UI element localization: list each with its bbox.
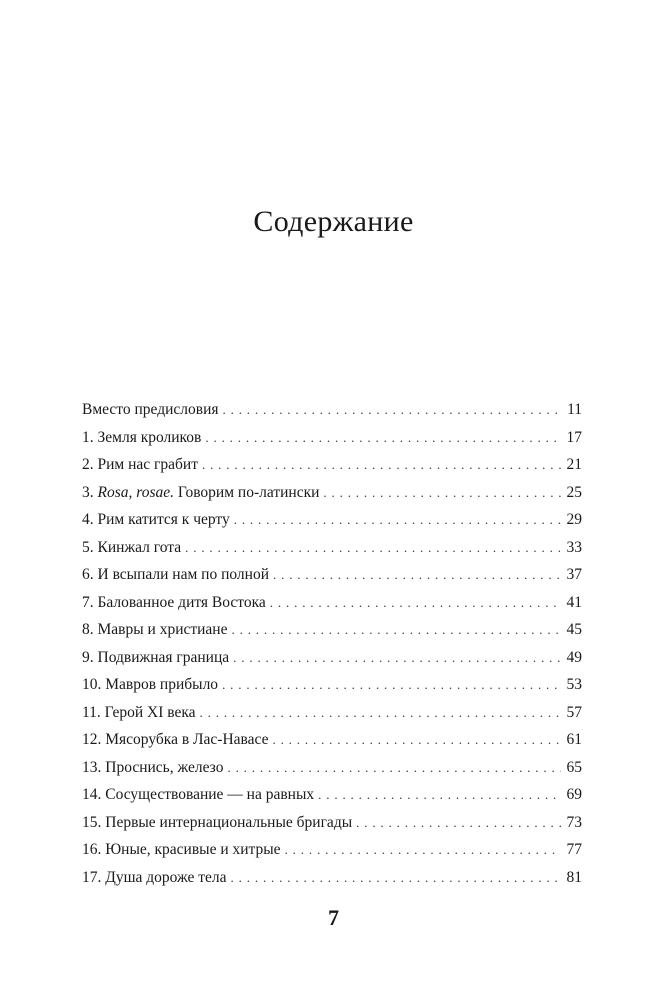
- toc-entry-title: 12. Мясорубка в Лас-Навасе: [82, 731, 269, 748]
- page-number: 7: [328, 905, 339, 930]
- toc-entry-title: 17. Душа дороже тела: [82, 868, 227, 886]
- dot-leader: [318, 781, 560, 809]
- toc-entry-page: 49: [566, 648, 582, 666]
- dot-leader: [233, 644, 560, 672]
- toc-entry-title: 9. Подвижная граница: [82, 648, 230, 666]
- toc-entry-page: 77: [566, 841, 582, 858]
- toc-entry-title: 1. Земля кроликов: [82, 428, 202, 446]
- table-of-contents: [82, 396, 582, 891]
- toc-entry-title-prefix: 3.: [82, 483, 98, 501]
- toc-entry[interactable]: [82, 809, 582, 837]
- toc-entry[interactable]: [82, 781, 582, 809]
- toc-entry-page: 37: [566, 566, 582, 583]
- toc-entry-page: 73: [566, 813, 582, 831]
- toc-entry-title: 6. И всыпали нам по полной: [82, 566, 269, 583]
- toc-entry-page: 17: [566, 428, 582, 446]
- toc-entry-page: 33: [566, 538, 582, 556]
- toc-entry-page: 41: [566, 593, 582, 611]
- dot-leader: [227, 754, 560, 782]
- toc-entry-title: 15. Первые интернациональные бригады: [82, 813, 353, 831]
- dot-leader: [234, 506, 561, 534]
- dot-leader: [202, 451, 561, 479]
- toc-entry-page: 61: [566, 731, 582, 748]
- dot-leader: [205, 424, 560, 452]
- toc-entry[interactable]: [82, 479, 582, 507]
- toc-entry[interactable]: [82, 754, 582, 782]
- toc-entry[interactable]: [82, 424, 582, 452]
- dot-leader: [285, 836, 561, 864]
- toc-entry[interactable]: [82, 836, 582, 864]
- toc-entry-title: Вместо предисловия: [82, 401, 219, 418]
- toc-entry-title: 13. Проснись, железо: [82, 758, 224, 776]
- toc-entry-title-italic: Rosa, rosae.: [97, 483, 174, 501]
- dot-leader: [272, 726, 560, 754]
- toc-entry-title: 10. Мавров прибыло: [82, 676, 219, 693]
- dot-leader: [232, 616, 561, 644]
- page-title: Содержание: [253, 205, 414, 238]
- dot-leader: [323, 479, 560, 507]
- toc-entry[interactable]: [82, 506, 582, 534]
- toc-entry-title: 7. Балованное дитя Востока: [82, 593, 266, 611]
- dot-leader: [200, 699, 561, 727]
- toc-entry[interactable]: [82, 699, 582, 727]
- toc-entry-page: 21: [566, 456, 582, 473]
- toc-entry-page: 69: [566, 786, 582, 803]
- toc-entry-title-suffix: Говорим по-латински: [174, 483, 320, 501]
- toc-entry[interactable]: [82, 671, 582, 699]
- dot-leader: [222, 671, 560, 699]
- toc-entry-title: 5. Кинжал гота: [82, 538, 182, 556]
- dot-leader: [185, 534, 560, 562]
- dot-leader: [273, 561, 561, 589]
- toc-entry-title: 8. Мавры и христиане: [82, 621, 228, 638]
- toc-entry[interactable]: [82, 396, 582, 424]
- toc-entry-title: 16. Юные, красивые и хитрые: [82, 841, 281, 858]
- toc-entry-page: 57: [566, 703, 582, 721]
- toc-entry[interactable]: [82, 864, 582, 892]
- dot-leader: [231, 864, 561, 892]
- toc-entry-page: 81: [566, 868, 582, 886]
- toc-entry-page: 45: [566, 621, 582, 638]
- toc-entry[interactable]: [82, 561, 582, 589]
- dot-leader: [356, 809, 560, 837]
- toc-entry[interactable]: [82, 534, 582, 562]
- toc-entry[interactable]: [82, 644, 582, 672]
- toc-entry-title: 11. Герой XI века: [82, 703, 196, 721]
- toc-entry-title: 4. Рим катится к черту: [82, 511, 230, 528]
- toc-entry-page: 53: [566, 676, 582, 693]
- dot-leader: [223, 396, 562, 424]
- toc-entry-page: 25: [566, 483, 582, 501]
- toc-entry[interactable]: [82, 726, 582, 754]
- toc-entry-page: 11: [567, 401, 582, 418]
- toc-entry-title: 2. Рим нас грабит: [82, 456, 198, 473]
- toc-entry[interactable]: [82, 616, 582, 644]
- toc-entry-page: 29: [566, 511, 582, 528]
- toc-entry-page: 65: [566, 758, 582, 776]
- dot-leader: [270, 589, 561, 617]
- toc-entry[interactable]: [82, 589, 582, 617]
- toc-entry[interactable]: [82, 451, 582, 479]
- toc-entry-title: 14. Сосуществование — на равных: [82, 786, 315, 803]
- toc-entry-title: [82, 479, 319, 507]
